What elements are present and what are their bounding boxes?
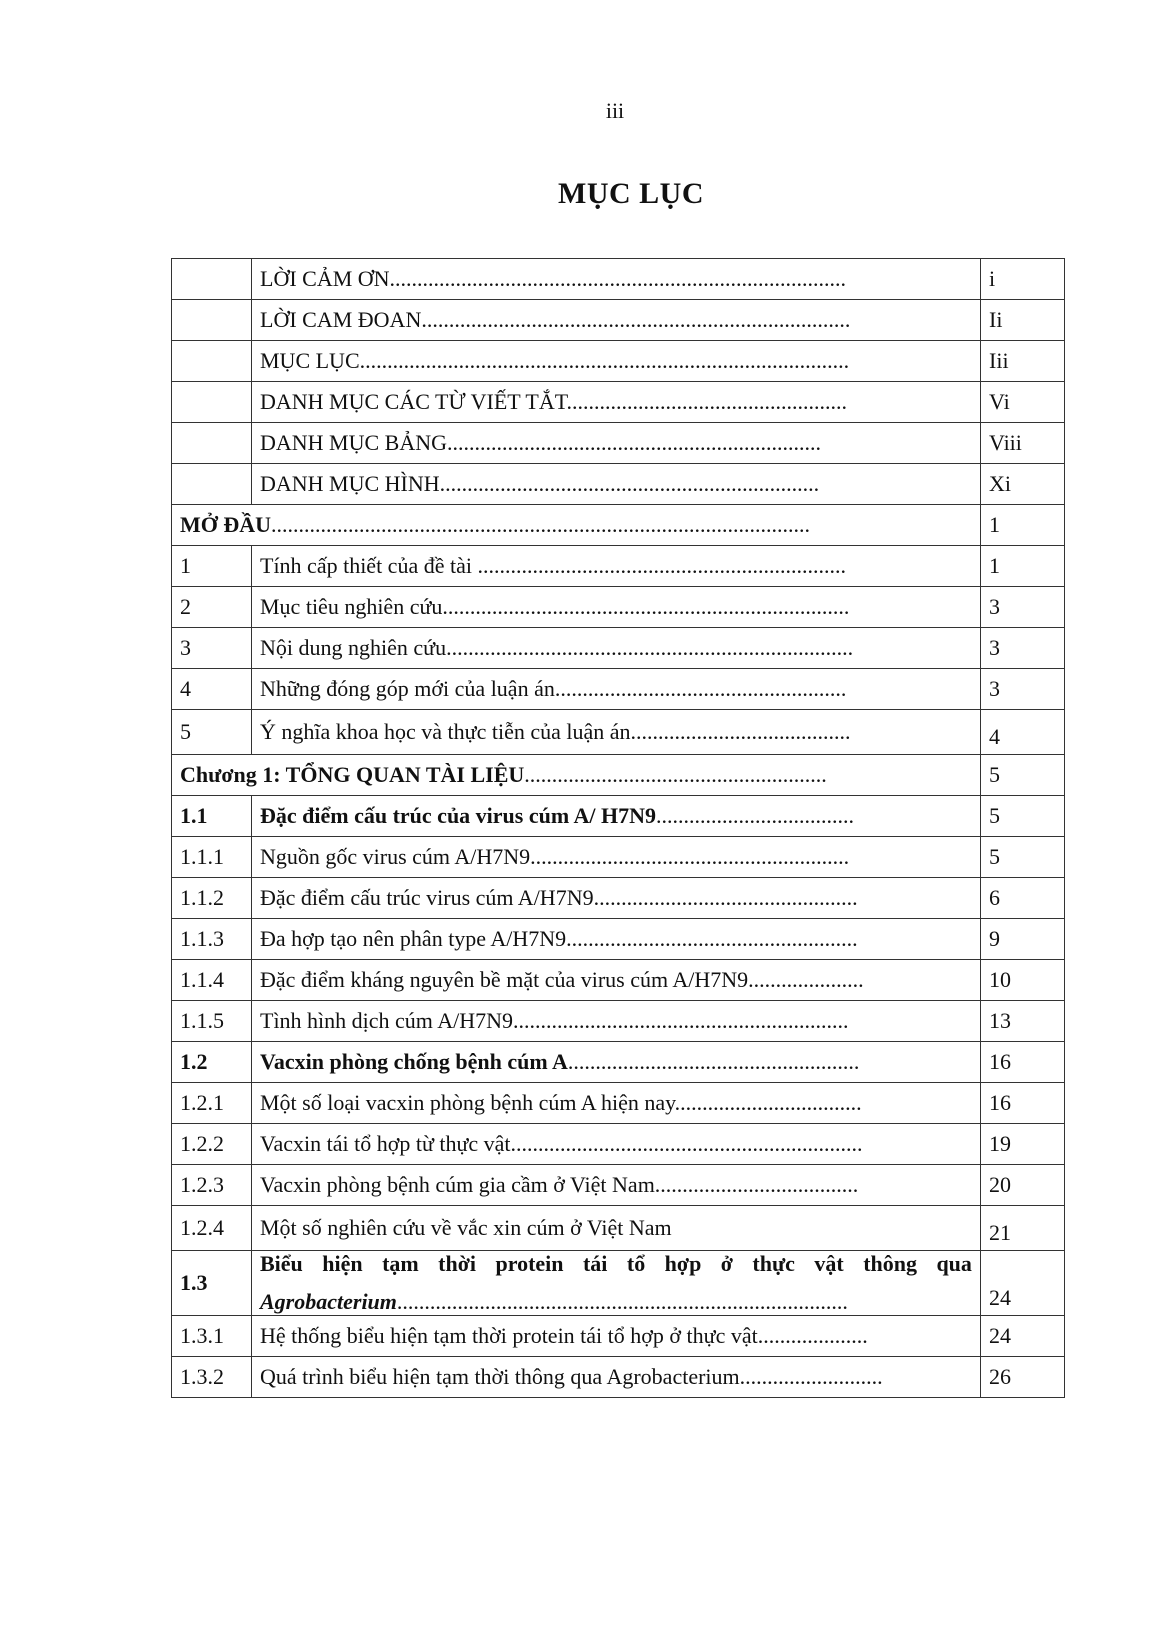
toc-page: 5: [981, 796, 1065, 837]
toc-page: 3: [981, 628, 1065, 669]
toc-text: Vacxin phòng bệnh cúm gia cầm ở Việt Nam.....................................: [252, 1165, 981, 1206]
toc-page: 1: [981, 546, 1065, 587]
toc-row[interactable]: [172, 341, 1065, 382]
toc-num: [172, 300, 252, 341]
toc-row-chapter[interactable]: [172, 755, 1065, 796]
toc-page: Ii: [981, 300, 1065, 341]
toc-word: ở: [720, 1251, 733, 1276]
toc-row-section[interactable]: [172, 505, 1065, 546]
toc-leader: .......................................................: [524, 762, 827, 787]
toc-page: 10: [981, 960, 1065, 1001]
toc-page: 16: [981, 1083, 1065, 1124]
toc-section-cell: [172, 505, 981, 546]
toc-page: 24: [981, 1316, 1065, 1357]
toc-page: 19: [981, 1124, 1065, 1165]
toc-row[interactable]: [172, 259, 1065, 300]
toc-leader: .....................................................: [567, 1049, 860, 1074]
toc-chapter-cell: [172, 755, 981, 796]
toc-num: 1.1.5: [172, 1001, 252, 1042]
toc-row[interactable]: [172, 1357, 1065, 1398]
toc-word: Biểu: [260, 1251, 303, 1276]
toc-word: hợp: [664, 1251, 702, 1276]
toc-page: 1: [981, 505, 1065, 546]
toc-page: 6: [981, 878, 1065, 919]
toc-num: 1.2.1: [172, 1083, 252, 1124]
toc-row[interactable]: [172, 960, 1065, 1001]
toc-word: qua: [936, 1251, 972, 1276]
toc-page: 16: [981, 1042, 1065, 1083]
toc-text: Mục tiêu nghiên cứu..........................................................................: [252, 587, 981, 628]
toc-text: Hệ thống biểu hiện tạm thời protein tái tổ hợp ở thực vật....................: [252, 1316, 981, 1357]
toc-row[interactable]: [172, 300, 1065, 341]
toc-text: Đặc điểm kháng nguyên bề mặt của virus cúm A/H7N9.....................: [252, 960, 981, 1001]
toc-leader: ..................................................................................: [396, 1289, 848, 1314]
toc-section-title-line: [260, 1251, 972, 1277]
toc-chapter-label: Chương 1: TỔNG QUAN TÀI LIỆU: [180, 762, 525, 787]
toc-text: DANH MỤC BẢNG....................................................................: [252, 423, 981, 464]
toc-row[interactable]: [172, 669, 1065, 710]
toc-text: DANH MỤC HÌNH.....................................................................: [252, 464, 981, 505]
toc-text: MỤC LỤC.........................................................................................: [252, 341, 981, 382]
toc-text-cell: [252, 1251, 981, 1316]
toc-num: 1.1: [172, 796, 252, 837]
toc-text-cell: [252, 796, 981, 837]
toc-page: 5: [981, 837, 1065, 878]
toc-num: 1.2.2: [172, 1124, 252, 1165]
toc-page: 4: [981, 710, 1065, 755]
toc-section-title-line-2: [260, 1289, 972, 1315]
toc-page: Vi: [981, 382, 1065, 423]
toc-section-title: Vacxin phòng chống bệnh cúm A: [260, 1049, 568, 1074]
toc-row[interactable]: [172, 628, 1065, 669]
toc-row[interactable]: [172, 710, 1065, 755]
toc-num: 1.1.2: [172, 878, 252, 919]
toc-page: 26: [981, 1357, 1065, 1398]
toc-word: hiện: [322, 1251, 363, 1276]
toc-text: Nội dung nghiên cứu..........................................................................: [252, 628, 981, 669]
toc-page: Xi: [981, 464, 1065, 505]
toc-row[interactable]: [172, 464, 1065, 505]
toc-num: 1: [172, 546, 252, 587]
toc-text: Tính cấp thiết của đề tài ...................................................................: [252, 546, 981, 587]
toc-leader: ..................................................................................................: [271, 512, 811, 537]
toc-word: vật: [814, 1251, 844, 1276]
toc-num: 1.3.2: [172, 1357, 252, 1398]
toc-section-label: MỞ ĐẦU: [180, 512, 272, 537]
toc-text: Một số nghiên cứu về vắc xin cúm ở Việt Nam: [252, 1206, 981, 1251]
toc-row-section[interactable]: [172, 1042, 1065, 1083]
toc-row[interactable]: [172, 587, 1065, 628]
toc-table: [171, 258, 1065, 1398]
toc-num: 2: [172, 587, 252, 628]
toc-page: Viii: [981, 423, 1065, 464]
toc-text: Đa hợp tạo nên phân type A/H7N9.....................................................: [252, 919, 981, 960]
toc-num: 1.2.3: [172, 1165, 252, 1206]
toc-row[interactable]: [172, 1083, 1065, 1124]
toc-num: [172, 382, 252, 423]
toc-text: Một số loại vacxin phòng bệnh cúm A hiện nay..................................: [252, 1083, 981, 1124]
toc-text: Tình hình dịch cúm A/H7N9.............................................................: [252, 1001, 981, 1042]
toc-word: protein: [495, 1251, 564, 1276]
toc-num: [172, 423, 252, 464]
toc-text: Vacxin tái tổ hợp từ thực vật................................................................: [252, 1124, 981, 1165]
toc-page: 20: [981, 1165, 1065, 1206]
toc-row[interactable]: [172, 1316, 1065, 1357]
toc-text-cell: [252, 1042, 981, 1083]
toc-row[interactable]: [172, 1165, 1065, 1206]
toc-word: tạm: [382, 1251, 419, 1276]
toc-text: Đặc điểm cấu trúc virus cúm A/H7N9................................................: [252, 878, 981, 919]
toc-num: 3: [172, 628, 252, 669]
toc-text: Quá trình biểu hiện tạm thời thông qua Agrobacterium..........................: [252, 1357, 981, 1398]
toc-page: Iii: [981, 341, 1065, 382]
page-number: iii: [605, 98, 625, 123]
toc-row[interactable]: [172, 546, 1065, 587]
toc-page: 24: [981, 1251, 1065, 1316]
toc-text: LỜI CẢM ƠN...................................................................................: [252, 259, 981, 300]
toc-row[interactable]: [172, 1206, 1065, 1251]
toc-num: 1.2: [172, 1042, 252, 1083]
toc-italic-term: Agrobacterium: [260, 1289, 397, 1314]
toc-row-section[interactable]: [172, 1251, 1065, 1316]
toc-num: [172, 341, 252, 382]
toc-title: MỤC LỤC: [558, 177, 704, 210]
toc-page: 13: [981, 1001, 1065, 1042]
toc-row[interactable]: [172, 382, 1065, 423]
toc-word: thông: [863, 1251, 917, 1276]
toc-row[interactable]: [172, 1124, 1065, 1165]
toc-num: 1.3.1: [172, 1316, 252, 1357]
toc-row[interactable]: [172, 919, 1065, 960]
toc-num: 4: [172, 669, 252, 710]
toc-page: i: [981, 259, 1065, 300]
toc-num: 1.1.3: [172, 919, 252, 960]
toc-text: Những đóng góp mới của luận án.....................................................: [252, 669, 981, 710]
toc-num: 1.2.4: [172, 1206, 252, 1251]
toc-row[interactable]: [172, 1001, 1065, 1042]
toc-text: Nguồn gốc virus cúm A/H7N9..........................................................: [252, 837, 981, 878]
toc-word: tái: [582, 1251, 608, 1276]
toc-leader: ....................................: [655, 803, 854, 828]
toc-row[interactable]: [172, 878, 1065, 919]
toc-text: LỜI CAM ĐOAN..............................................................................: [252, 300, 981, 341]
toc-page: 9: [981, 919, 1065, 960]
toc-word: thực: [752, 1251, 795, 1276]
toc-section-title: Đặc điểm cấu trúc của virus cúm A/ H7N9: [260, 803, 656, 828]
toc-text: Ý nghĩa khoa học và thực tiễn của luận án........................................: [252, 710, 981, 755]
toc-word: tổ: [626, 1251, 646, 1276]
toc-num: 1.1.4: [172, 960, 252, 1001]
toc-text: DANH MỤC CÁC TỪ VIẾT TẮT...................................................: [252, 382, 981, 423]
toc-num: [172, 259, 252, 300]
toc-num: 5: [172, 710, 252, 755]
toc-num: 1.3: [172, 1251, 252, 1316]
toc-page: 3: [981, 587, 1065, 628]
toc-page: 21: [981, 1206, 1065, 1251]
toc-page: 5: [981, 755, 1065, 796]
toc-word: thời: [438, 1251, 477, 1276]
toc-num: 1.1.1: [172, 837, 252, 878]
toc-row[interactable]: [172, 837, 1065, 878]
toc-row[interactable]: [172, 423, 1065, 464]
toc-page: 3: [981, 669, 1065, 710]
toc-row-section[interactable]: [172, 796, 1065, 837]
toc-num: [172, 464, 252, 505]
